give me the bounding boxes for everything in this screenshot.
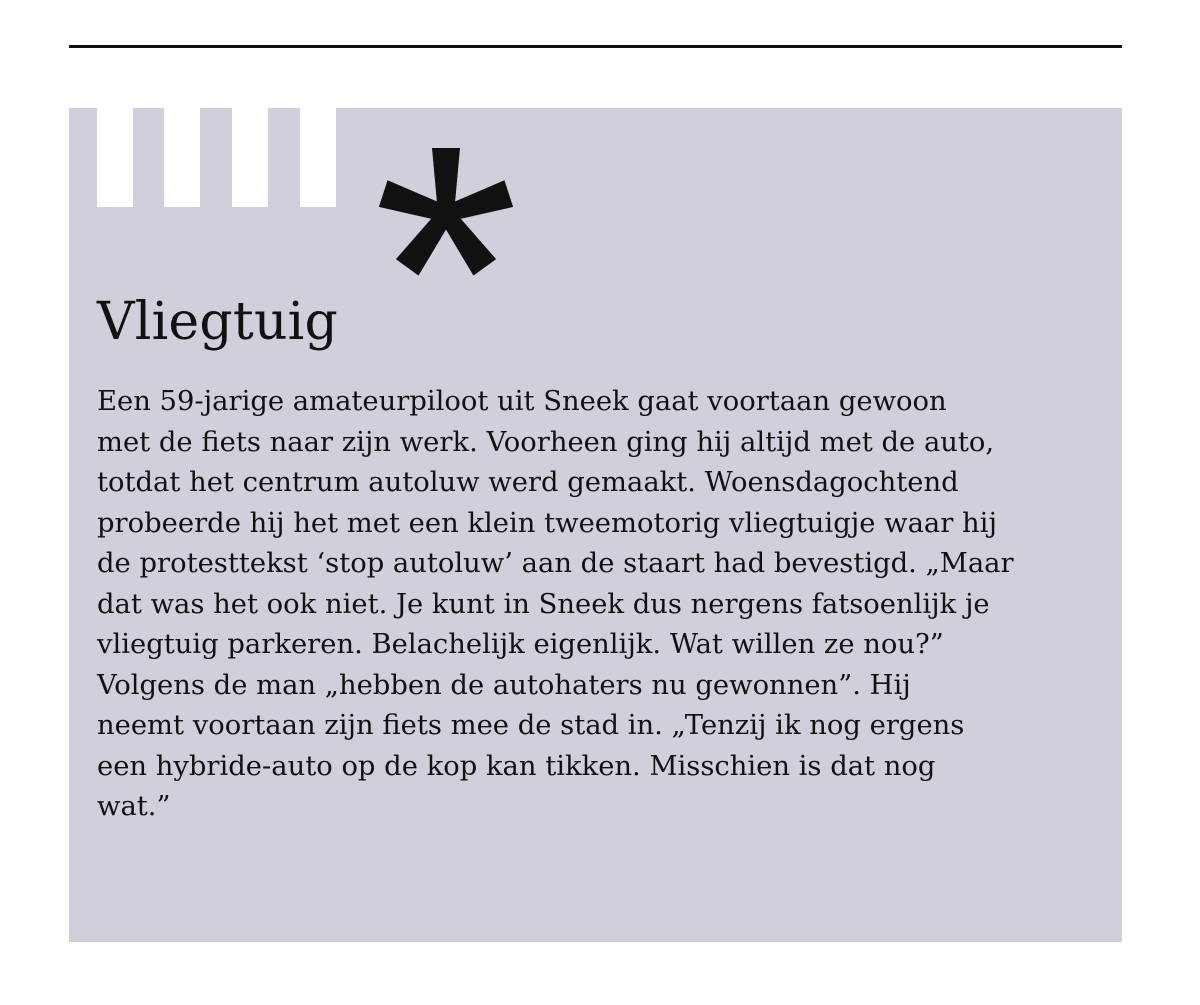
body-line: dat was het ook niet. Je kunt in Sneek dus nergens fatsoenlijk je	[97, 588, 990, 620]
body-line: probeerde hij het met een klein tweemotorig vliegtuigje waar hij	[97, 507, 997, 539]
body-line: totdat het centrum autoluw werd gemaakt. Woensdagochtend	[97, 467, 959, 498]
body-line: vliegtuig parkeren. Belachelijk eigenlijk. Wat willen ze nou?”	[97, 629, 944, 660]
top-rule	[69, 45, 1122, 48]
article-title: Vliegtuig	[97, 292, 338, 352]
article-panel	[69, 108, 1122, 942]
body-line: neemt voortaan zijn fiets mee de stad in. „Tenzij ik nog ergens	[97, 710, 965, 741]
body-line: de protesttekst ‘stop autoluw’ aan de staart had bevestigd. „Maar	[97, 548, 1014, 579]
body-line: met de fiets naar zijn werk. Voorheen ging hij altijd met de auto,	[97, 426, 995, 458]
body-line: wat.”	[97, 791, 171, 822]
body-line: een hybride-auto op de kop kan tikken. Misschien is dat nog	[97, 750, 936, 782]
body-line: Een 59-jarige amateurpiloot uit Sneek gaat voortaan gewoon	[97, 386, 947, 417]
body-line: Volgens de man „hebben de autohaters nu gewonnen”. Hij	[97, 669, 911, 701]
article-body	[97, 382, 1097, 828]
